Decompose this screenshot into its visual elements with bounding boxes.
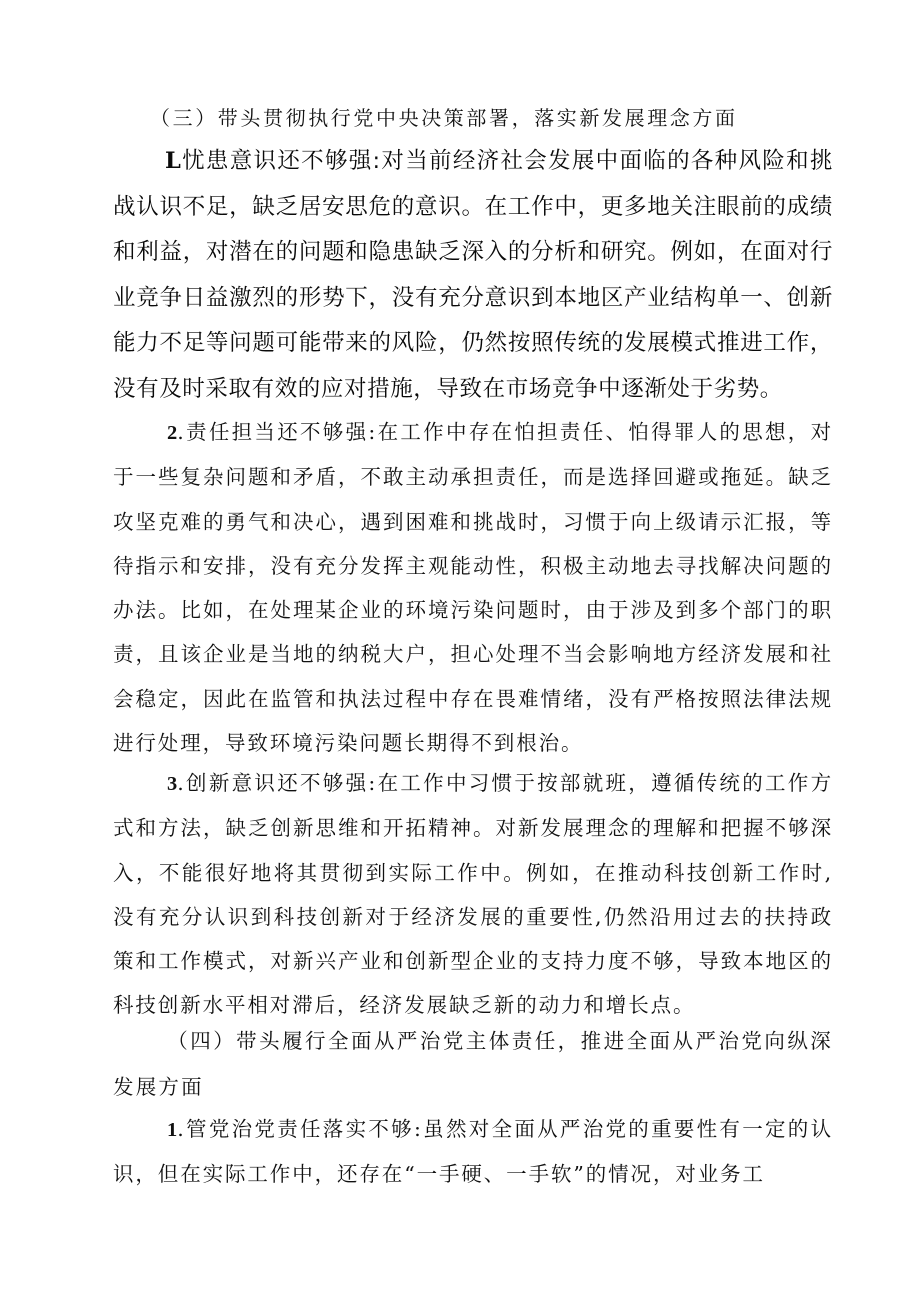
paragraph-item-3 bbox=[113, 761, 833, 1028]
section-heading-4-text: （四）带头履行全面从严治党主体责任，推进全面从严治党向纵深发展方面 bbox=[113, 1029, 833, 1099]
paragraph-item-2 bbox=[113, 410, 833, 765]
item-2-marker: 2 bbox=[167, 422, 178, 444]
section-heading-4 bbox=[113, 1018, 833, 1110]
paragraph-item-1 bbox=[113, 139, 833, 412]
section-heading-3-text: （三）带头贯彻执行党中央决策部署，落实新发展理念方面 bbox=[150, 106, 738, 130]
item-2-text: .责任担当还不够强:在工作中存在怕担责任、怕得罪人的思想，对于一些复杂问题和矛盾，不敢主动承担责任，而是选择回避或拖延。缺乏攻坚克难的勇气和决心，遇到困难和挑战时，习惯于向上级请示汇报，等待指示和安排，没有充分发挥主观能动性，积极主动地去寻找解决问题的办法。比如，在处理某企业的环境污染问题时，由于涉及到多个部门的职责，且该企业是当地的纳税大户，担心处理不当会影响地方经济发展和社会稳定，因此在监管和执法过程中存在畏难情绪，没有严格按照法律法规进行处理，导致环境污染问题长期得不到根治。 bbox=[113, 420, 833, 756]
item-1-marker: L bbox=[165, 148, 182, 174]
paragraph-item-4 bbox=[113, 1107, 833, 1196]
item-1-text: 忧患意识还不够强:对当前经济社会发展中面临的各种风险和挑战认识不足，缺乏居安思危的意识。在工作中，更多地关注眼前的成绩和利益，对潜在的问题和隐患缺乏深入的分析和研究。例如，在面对行业竞争日益激烈的形势下，没有充分意识到本地区产业结构单一、创新能力不足等问题可能带来的风险，仍然按照传统的发展模式推进工作，没有及时采取有效的应对措施，导致在市场竞争中逐渐处于劣势。 bbox=[113, 148, 833, 402]
item-3-text: .创新意识还不够强:在工作中习惯于按部就班，遵循传统的工作方式和方法，缺乏创新思维和开拓精神。对新发展理念的理解和把握不够深入，不能很好地将其贯彻到实际工作中。例如，在推动科技创新工作时,没有充分认识到科技创新对于经济发展的重要性,仍然沿用过去的扶持政策和工作模式，对新兴产业和创新型企业的支持力度不够，导致本地区的科技创新水平相对滞后，经济发展缺乏新的动力和增长点。 bbox=[113, 771, 833, 1018]
section-heading-3 bbox=[150, 101, 840, 135]
item-3-marker: 3 bbox=[167, 773, 178, 795]
item-4-text: .管党治党责任落实不够:虽然对全面从严治党的重要性有一定的认识，但在实际工作中，还存在“一手硬、一手软”的情况，对业务工 bbox=[113, 1117, 833, 1186]
item-4-marker: 1 bbox=[167, 1119, 178, 1141]
